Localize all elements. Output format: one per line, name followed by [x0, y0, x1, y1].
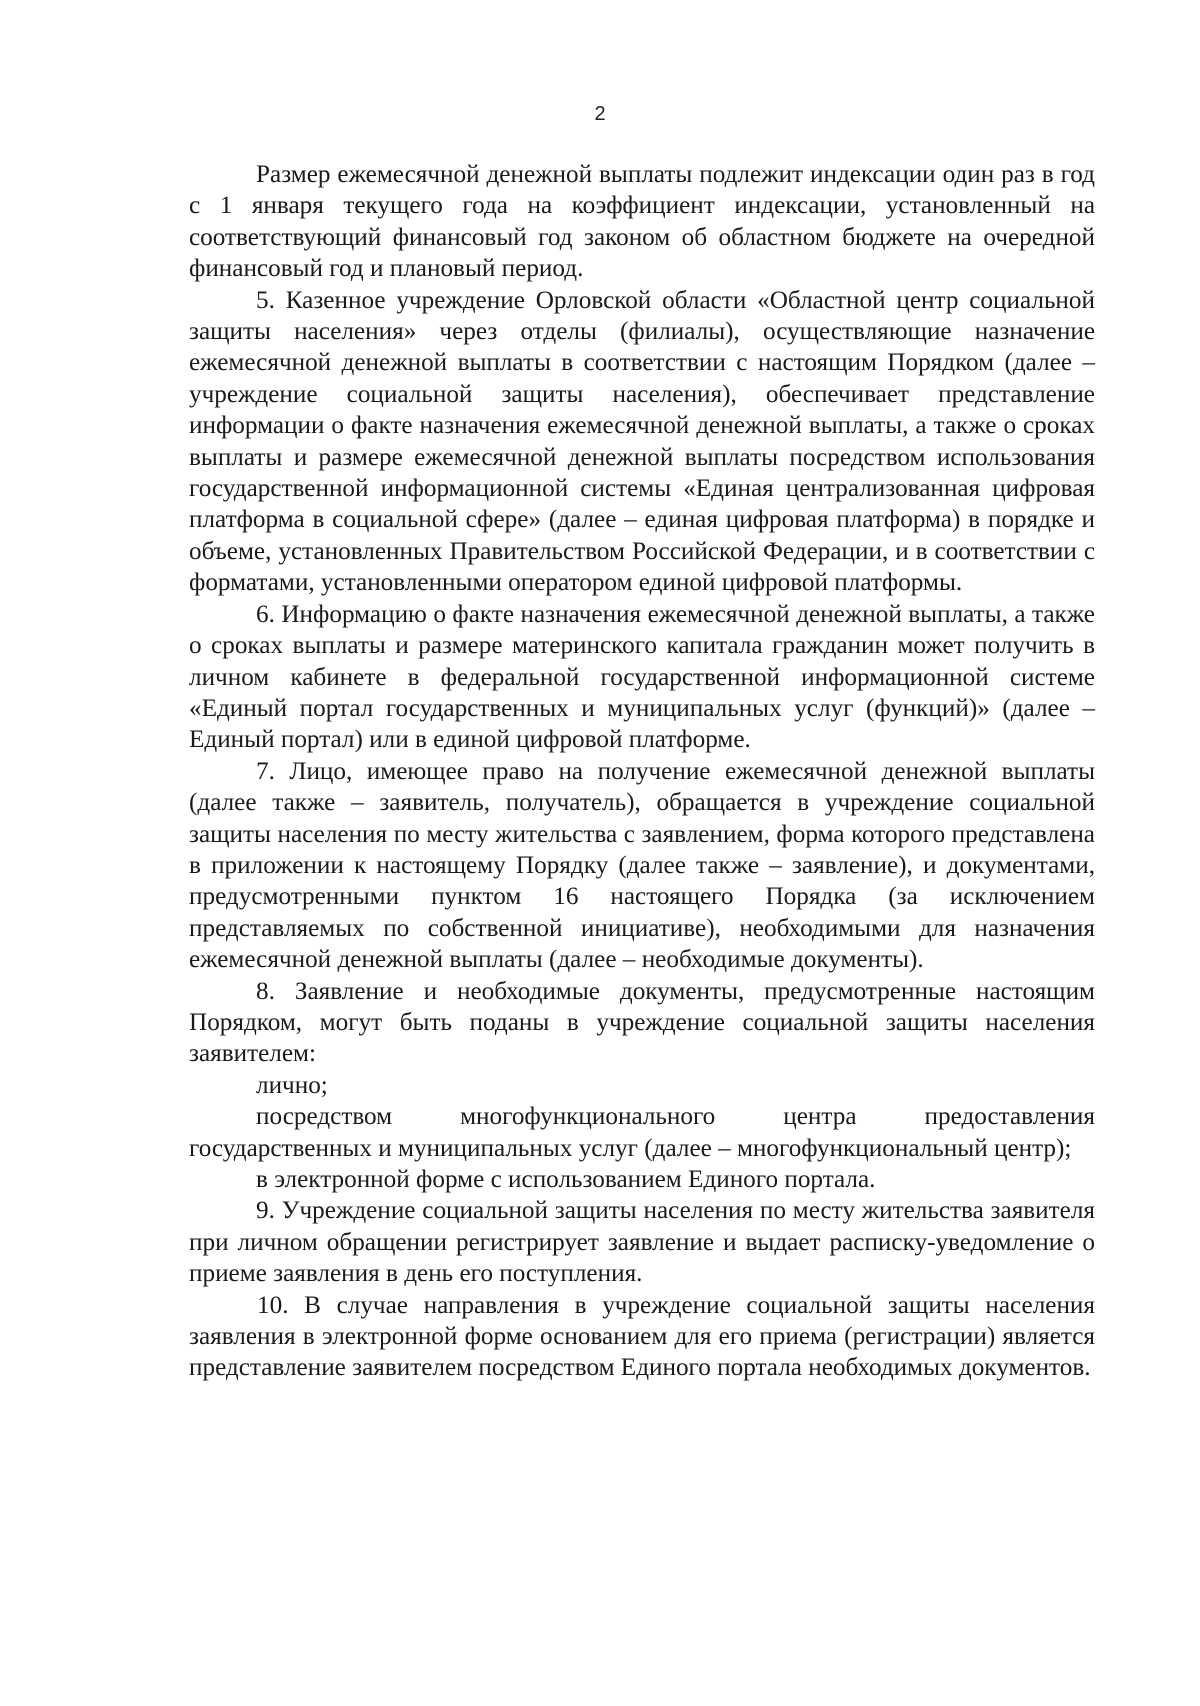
list-item-electronic: в электронной форме с использованием Единого портала.	[256, 1166, 876, 1193]
document-body	[189, 159, 1095, 1384]
paragraph-indexation: Размер ежемесячной денежной выплаты подлежит индексации один раз в год с 1 января текущего года на коэффициент индексации, установленный на соответствующий финансовый год законом об областном бюджете на очередной финансовый год и плановый период.	[189, 161, 1095, 283]
paragraph-item-9: 9. Учреждение социальной защиты населения по месту жительства заявителя при личном обращении регистрирует заявление и выдает расписку-уведомление о приеме заявления в день его поступления.	[189, 1197, 1095, 1288]
page-number: 2	[594, 103, 606, 125]
paragraph-item-5: 5. Казенное учреждение Орловской области «Областной центр социальной защиты населения» через отделы (филиалы), осуществляющие назначение ежемесячной денежной выплаты в соответствии с настоящим Порядком (далее – учреждение социальной защиты населения), обеспечивает представление информации о факте назначения ежемесячной денежной выплаты, а также о сроках выплаты и размере ежемесячной денежной выплаты посредством использования государственной информационной системы «Единая централизованная цифровая платформа в социальной сфере» (далее – единая цифровая платформа) в порядке и объеме, установленных Правительством Российской Федерации, и в соответствии с форматами, установленными оператором единой цифровой платформы.	[189, 286, 1095, 597]
list-item-in-person: лично;	[256, 1071, 328, 1099]
list-item-mfc: посредством многофункционального центра предоставления государственных и муниципальных услуг (далее – многофункциональный центр);	[189, 1103, 1095, 1162]
paragraph-item-6: 6. Информацию о факте назначения ежемесячной денежной выплаты, а также о сроках выплаты и размере материнского капитала гражданин может получить в личном кабинете в федеральной государственной информационной системе «Единый портал государственных и муниципальных услуг (функций)» (далее – Единый портал) или в единой цифровой платформе.	[189, 600, 1095, 754]
paragraph-item-10: 10. В случае направления в учреждение социальной защиты населения заявления в электронной форме основанием для его приема (регистрации) является представление заявителем посредством Единого портала необходимых документов.	[189, 1291, 1095, 1382]
paragraph-item-7: 7. Лицо, имеющее право на получение ежемесячной денежной выплаты (далее также – заявитель, получатель), обращается в учреждение социальной защиты населения по месту жительства с заявлением, форма которого представлена в приложении к настоящему Порядку (далее также – заявление), и документами, предусмотренными пунктом 16 настоящего Порядка (за исключением представляемых по собственной инициативе), необходимыми для назначения ежемесячной денежной выплаты (далее – необходимые документы).	[189, 757, 1095, 974]
paragraph-item-8: 8. Заявление и необходимые документы, предусмотренные настоящим Порядком, могут быть поданы в учреждение социальной защиты населения заявителем:	[189, 977, 1095, 1068]
